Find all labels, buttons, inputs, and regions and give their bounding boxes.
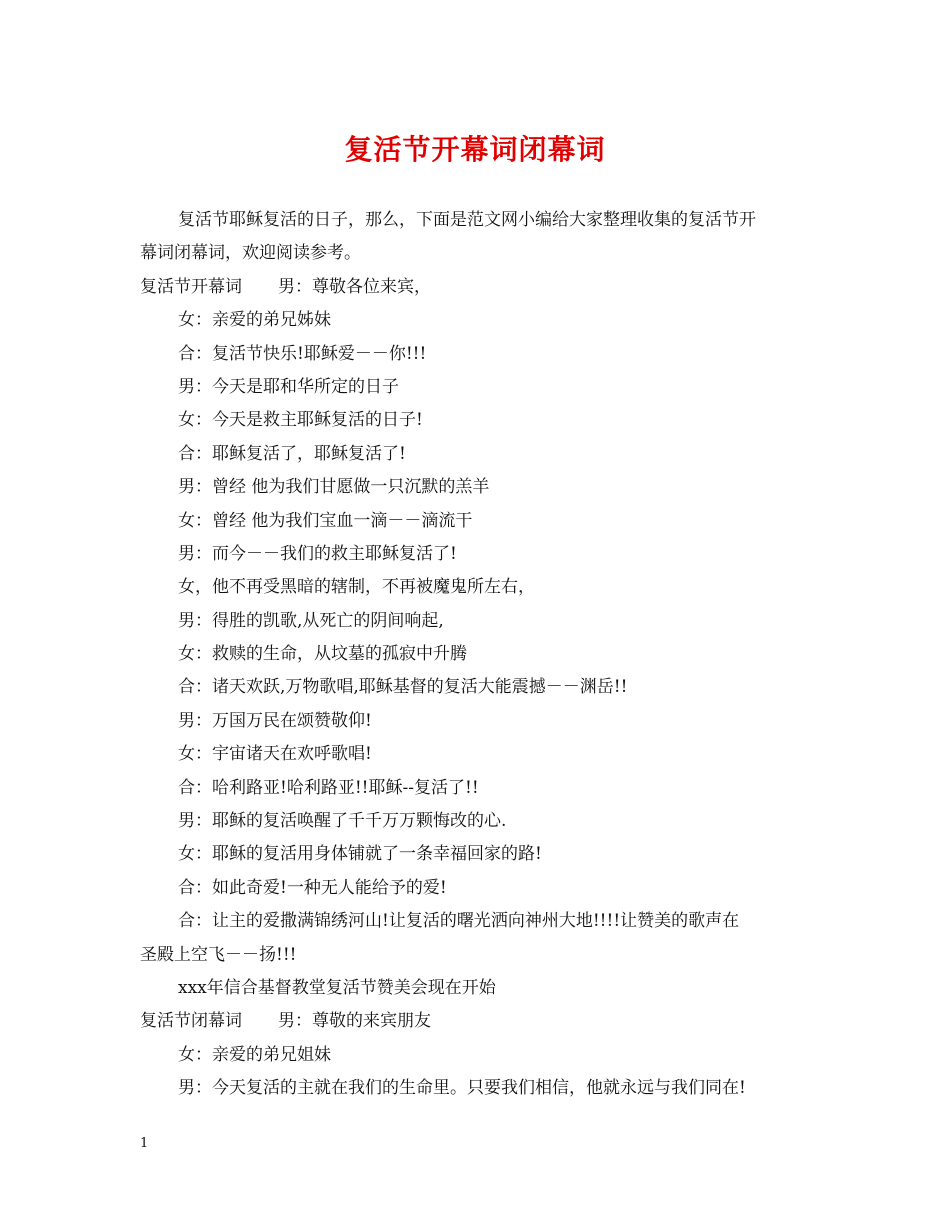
dialogue-line: 男：今天是耶和华所定的日子 <box>178 376 399 397</box>
intro-line: 幕词闭幕词，欢迎阅读参考。 <box>140 243 361 264</box>
document-title: 复活节开幕词闭幕词 <box>344 133 606 166</box>
dialogue-line: 合：耶稣复活了，耶稣复活了! <box>178 443 406 464</box>
dialogue-line: 男：耶稣的复活唤醒了千千万万颗悔改的心. <box>178 811 507 832</box>
dialogue-line: 男：得胜的凯歌,从死亡的阴间响起, <box>178 610 444 631</box>
intro-line: 复活节耶稣复活的日子，那么，下面是范文网小编给大家整理收集的复活节开 <box>178 210 756 230</box>
dialogue-list <box>140 304 820 905</box>
section-heading: 复活节开幕词 <box>140 276 242 297</box>
dialogue-line: 女：宇宙诸天在欢呼歌唱! <box>178 744 372 765</box>
closing-intro: xxx年信合基督教堂复活节赞美会现在开始 <box>178 977 496 998</box>
section-heading: 复活节闭幕词 <box>140 1011 242 1032</box>
dialogue-list <box>140 1039 820 1106</box>
dialogue-line: 合：复活节快乐!耶稣爱－－你!!! <box>178 343 427 364</box>
dialogue-line: 圣殿上空飞－－扬!!! <box>140 944 297 965</box>
dialogue-line: 合：如此奇爱!一种无人能给予的爱! <box>178 877 447 898</box>
dialogue-line: 女：今天是救主耶稣复活的日子! <box>178 410 423 431</box>
dialogue-line: 男：万国万民在颂赞敬仰! <box>178 710 372 731</box>
dialogue-line: 男：尊敬各位来宾， <box>278 276 431 297</box>
dialogue-line: 男：而今－－我们的救主耶稣复活了! <box>178 543 457 564</box>
dialogue-line: 合：让主的爱撒满锦绣河山!让复活的曙光洒向神州大地!!!!让赞美的歌声在 <box>178 911 740 932</box>
dialogue-line: 女：耶稣的复活用身体铺就了一条幸福回家的路! <box>178 844 542 865</box>
dialogue-line: 男：今天复活的主就在我们的生命里。只要我们相信，他就永远与我们同在! <box>178 1078 746 1099</box>
page-number: 1 <box>140 1136 149 1151</box>
dialogue-line: 女，他不再受黑暗的辖制，不再被魔鬼所左右， <box>178 577 535 598</box>
section-opening-line <box>140 271 820 304</box>
dialogue-line: 女：亲爱的弟兄姊妹 <box>178 310 331 331</box>
dialogue-line: 合：哈利路亚!哈利路亚!!耶稣--复活了!! <box>178 777 479 798</box>
section-closing-line <box>140 1005 820 1038</box>
dialogue-line: 男：曾经 他为我们甘愿做一只沉默的羔羊 <box>178 477 490 498</box>
dialogue-line: 女：救赎的生命，从坟墓的孤寂中升腾 <box>178 644 467 665</box>
dialogue-line: 合：诸天欢跃,万物歌唱,耶稣基督的复活大能震撼－－渊岳!! <box>178 677 628 698</box>
dialogue-line: 女：亲爱的弟兄姐妹 <box>178 1044 331 1065</box>
document-body <box>140 204 820 1106</box>
dialogue-line: 女：曾经 他为我们宝血一滴－－滴流干 <box>178 510 473 531</box>
dialogue-line: 男：尊敬的来宾朋友 <box>278 1011 431 1032</box>
